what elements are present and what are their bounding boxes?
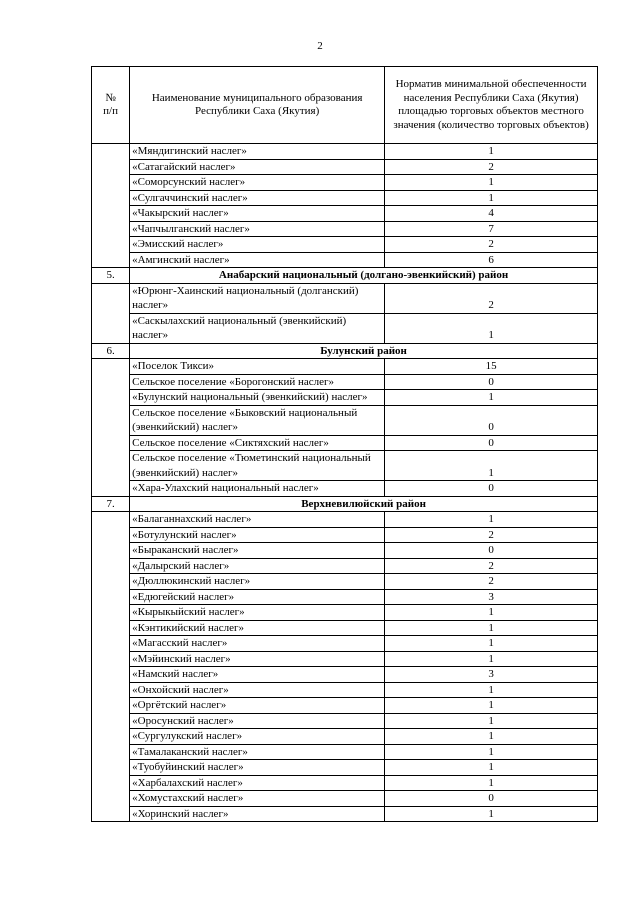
municipality-name: «Булунский национальный (эвенкийский) наслег» <box>130 390 385 406</box>
district-row <box>92 268 598 284</box>
norm-value: 1 <box>385 175 598 191</box>
table-row <box>92 589 598 605</box>
district-title: Верхневилюйский район <box>130 496 598 512</box>
municipality-name: «Хара-Улахский национальный наслег» <box>130 481 385 497</box>
norm-value: 1 <box>385 390 598 406</box>
municipality-name: «Эмисский наслег» <box>130 237 385 253</box>
norm-value: 2 <box>385 159 598 175</box>
table-row <box>92 543 598 559</box>
norm-value: 1 <box>385 760 598 776</box>
norm-value: 1 <box>385 744 598 760</box>
municipality-name: «Далырский наслег» <box>130 558 385 574</box>
norm-value: 1 <box>385 144 598 160</box>
municipality-name: «Хоринский наслег» <box>130 806 385 822</box>
norm-value: 1 <box>385 651 598 667</box>
norm-value: 3 <box>385 589 598 605</box>
district-number: 6. <box>92 343 130 359</box>
district-title: Булунский район <box>130 343 598 359</box>
table-row <box>92 405 598 435</box>
norms-table <box>91 66 598 822</box>
norm-value: 2 <box>385 527 598 543</box>
district-number: 5. <box>92 268 130 284</box>
municipality-name: «Хомустахский наслег» <box>130 791 385 807</box>
header-municipality: Наименование муниципального образования Республики Саха (Якутия) <box>130 67 385 144</box>
municipality-name: «Харбалахский наслег» <box>130 775 385 791</box>
municipality-name: «Юрюнг-Хаинский национальный (долганский) наслег» <box>130 283 385 313</box>
norm-value: 1 <box>385 605 598 621</box>
norm-value: 1 <box>385 729 598 745</box>
table-row <box>92 791 598 807</box>
norm-value: 1 <box>385 682 598 698</box>
table-row <box>92 760 598 776</box>
municipality-name: «Балаганнахский наслег» <box>130 512 385 528</box>
table-row <box>92 713 598 729</box>
table-row <box>92 636 598 652</box>
norm-value: 2 <box>385 574 598 590</box>
municipality-name: «Дюллюкинский наслег» <box>130 574 385 590</box>
table-row <box>92 159 598 175</box>
municipality-name: «Онхойский наслег» <box>130 682 385 698</box>
norm-value: 1 <box>385 806 598 822</box>
table-row <box>92 221 598 237</box>
municipality-name: Сельское поселение «Сиктяхский наслег» <box>130 435 385 451</box>
norm-value: 0 <box>385 405 598 435</box>
norm-value: 0 <box>385 543 598 559</box>
table-row <box>92 527 598 543</box>
norm-value: 7 <box>385 221 598 237</box>
municipality-name: «Оросунский наслег» <box>130 713 385 729</box>
municipality-name: «Оргётский наслег» <box>130 698 385 714</box>
norm-value: 1 <box>385 190 598 206</box>
norm-value: 3 <box>385 667 598 683</box>
table-row <box>92 574 598 590</box>
header-norm: Норматив минимальной обеспеченности населения Республики Саха (Якутия) площадью торговых объектов местного значения (количество торговых объектов) <box>385 67 598 144</box>
table-row <box>92 237 598 253</box>
table-row <box>92 605 598 621</box>
norm-value: 15 <box>385 359 598 375</box>
norm-value: 1 <box>385 698 598 714</box>
table-row <box>92 190 598 206</box>
municipality-name: «Кэнтикийский наслег» <box>130 620 385 636</box>
table-row <box>92 359 598 375</box>
municipality-name: Сельское поселение «Быковский национальный (эвенкийский) наслег» <box>130 405 385 435</box>
municipality-name: «Поселок Тикси» <box>130 359 385 375</box>
table-row <box>92 651 598 667</box>
table-row <box>92 806 598 822</box>
norm-value: 4 <box>385 206 598 222</box>
norm-value: 1 <box>385 713 598 729</box>
municipality-name: «Сургулукский наслег» <box>130 729 385 745</box>
municipality-name: «Едюгейский наслег» <box>130 589 385 605</box>
table-row <box>92 283 598 313</box>
table-row <box>92 620 598 636</box>
page-number: 2 <box>317 40 323 52</box>
table-row <box>92 512 598 528</box>
norm-value: 1 <box>385 620 598 636</box>
norm-value: 6 <box>385 252 598 268</box>
table-body <box>92 144 598 822</box>
table-row <box>92 667 598 683</box>
municipality-name: «Кырыкыйский наслег» <box>130 605 385 621</box>
municipality-name: «Сатагайский наслег» <box>130 159 385 175</box>
header-number: № п/п <box>92 67 130 144</box>
norm-value: 2 <box>385 558 598 574</box>
table-row <box>92 175 598 191</box>
municipality-name: «Намский наслег» <box>130 667 385 683</box>
table-row <box>92 144 598 160</box>
norm-value: 1 <box>385 313 598 343</box>
district-row <box>92 496 598 512</box>
table-row <box>92 435 598 451</box>
district-row <box>92 343 598 359</box>
table-row <box>92 729 598 745</box>
table-row <box>92 682 598 698</box>
municipality-name: «Чапчылганский наслег» <box>130 221 385 237</box>
norm-value: 0 <box>385 374 598 390</box>
municipality-name: «Магасский наслег» <box>130 636 385 652</box>
row-number-cell <box>92 512 130 822</box>
row-number-cell <box>92 144 130 268</box>
norm-value: 1 <box>385 775 598 791</box>
norm-value: 1 <box>385 512 598 528</box>
table-row <box>92 206 598 222</box>
table-row <box>92 313 598 343</box>
table-row <box>92 744 598 760</box>
municipality-name: «Мэйинский наслег» <box>130 651 385 667</box>
table-row <box>92 698 598 714</box>
municipality-name: Сельское поселение «Борогонский наслег» <box>130 374 385 390</box>
table-row <box>92 451 598 481</box>
municipality-name: «Быраканский наслег» <box>130 543 385 559</box>
norm-value: 0 <box>385 435 598 451</box>
norm-value: 1 <box>385 451 598 481</box>
municipality-name: «Тамалаканский наслег» <box>130 744 385 760</box>
district-number: 7. <box>92 496 130 512</box>
municipality-name: «Чакырский наслег» <box>130 206 385 222</box>
table-row <box>92 775 598 791</box>
municipality-name: «Сулгаччинский наслег» <box>130 190 385 206</box>
row-number-cell <box>92 359 130 497</box>
table-row <box>92 481 598 497</box>
municipality-name: «Соморсунский наслег» <box>130 175 385 191</box>
norm-value: 2 <box>385 283 598 313</box>
municipality-name: «Мяндигинский наслег» <box>130 144 385 160</box>
district-title: Анабарский национальный (долгано-эвенкийский) район <box>130 268 598 284</box>
norm-value: 1 <box>385 636 598 652</box>
norm-value: 2 <box>385 237 598 253</box>
table-row <box>92 374 598 390</box>
table-row <box>92 558 598 574</box>
table-row <box>92 390 598 406</box>
municipality-name: Сельское поселение «Тюметинский национальный (эвенкийский) наслег» <box>130 451 385 481</box>
table-header-row <box>92 67 598 144</box>
norm-value: 0 <box>385 791 598 807</box>
municipality-name: «Ботулунский наслег» <box>130 527 385 543</box>
municipality-name: «Туобуйинский наслег» <box>130 760 385 776</box>
table-row <box>92 252 598 268</box>
municipality-name: «Амгинский наслег» <box>130 252 385 268</box>
norm-value: 0 <box>385 481 598 497</box>
row-number-cell <box>92 283 130 343</box>
municipality-name: «Саскылахский национальный (эвенкийский) наслег» <box>130 313 385 343</box>
